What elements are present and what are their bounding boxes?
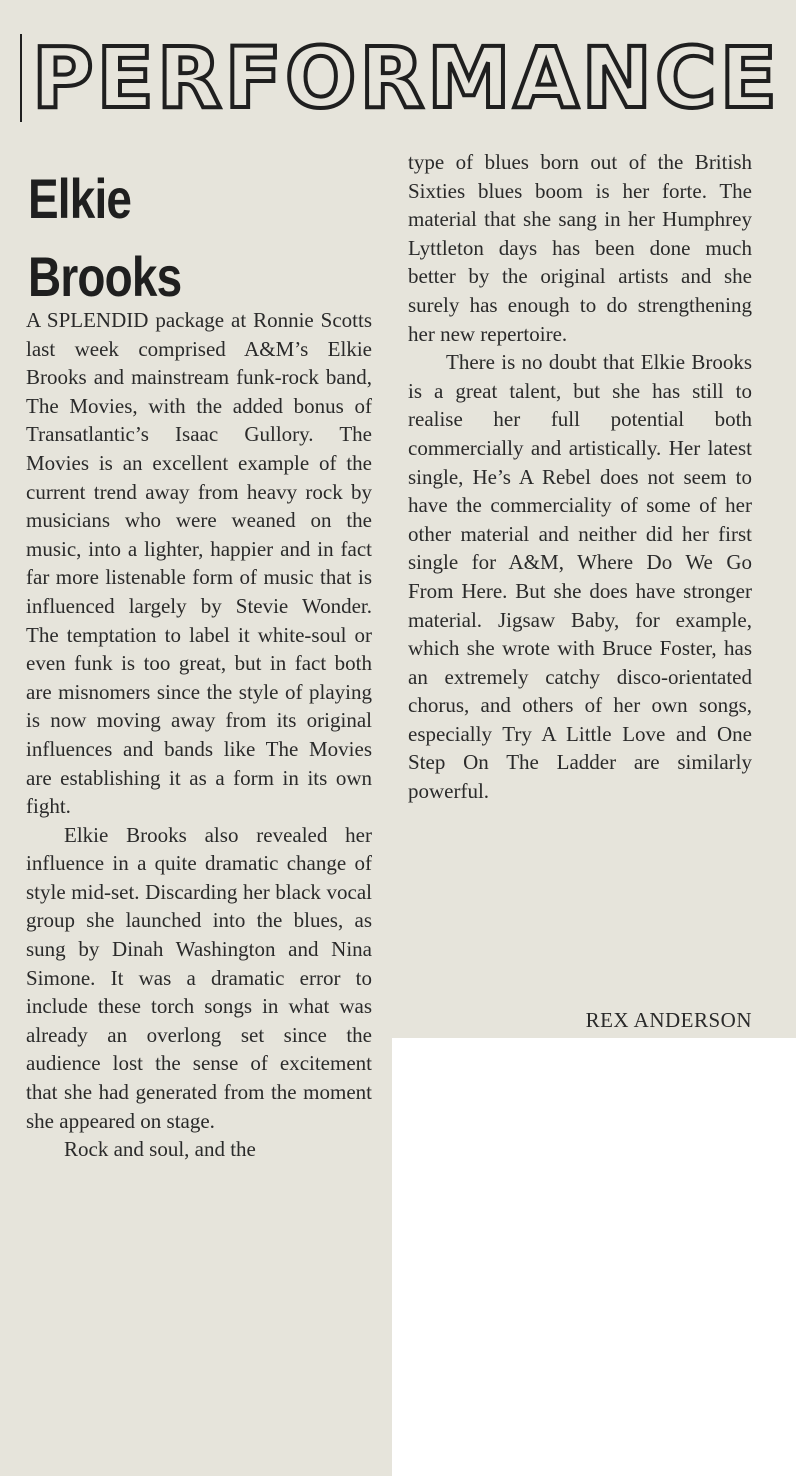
masthead-bar xyxy=(20,34,22,122)
article-paragraph: Elkie Brooks also revealed her influence in a quite dramatic change of style mid-set. Discarding her black vocal group she launched into the blues, as sung by Dinah Washington and Nina Simone. It was a dramatic error to include these torch songs in what was already an overlong set since the audience lost the sense of excitement that she had generated from the moment she appeared on stage. xyxy=(26,822,372,1133)
headline-line-2: Brooks xyxy=(28,245,182,308)
section-title: PERFORMANCE xyxy=(31,29,780,127)
section-masthead xyxy=(20,30,780,126)
author-byline: REX ANDERSON xyxy=(585,1008,752,1032)
article-column-left xyxy=(26,306,372,1164)
article-paragraph: Rock and soul, and the xyxy=(64,1137,256,1162)
article-paragraph: There is no doubt that Elkie Brooks is a great talent, but she has still to realise her full potential both commercially and artistically. Her latest single, He’s A Rebel does not seem to have the commerciality of some of her other material and neither did her first single for A&M, Where Do We Go From Here. But she does have stronger material. Jigsaw Baby, for example, which she wrote with Bruce Foster, has an extremely catchy disco-orientated chorus, and others of her own songs, especially Try A Little Love and One Step On The Ladder are similarly powerful. xyxy=(408,350,752,804)
article-column-right xyxy=(408,148,752,806)
article-paragraph: type of blues born out of the British Sixties blues boom is her forte. The material that she sang in her Humphrey Lyttleton days has been done much better by the original artists and she surely has enough to do strengthening her new repertoire. xyxy=(408,150,752,346)
headline-line-1: Elkie xyxy=(28,167,132,230)
article-headline xyxy=(28,160,323,316)
article-paragraph: A SPLENDID package at Ronnie Scotts last week comprised A&M’s Elkie Brooks and mainstream funk-rock band, The Movies, with the added bonus of Transatlantic’s Isaac Gullory. The Movies is an excellent example of the current trend away from heavy rock by musicians who were weaned on the music, into a lighter, happier and in fact far more listenable form of music that is influenced largely by Stevie Wonder. The temptation to label it white-soul or even funk is too great, but in fact both are misnomers since the style of playing is now moving away from its original influences and bands like The Movies are establishing it as a form in its own fight. xyxy=(26,308,372,819)
